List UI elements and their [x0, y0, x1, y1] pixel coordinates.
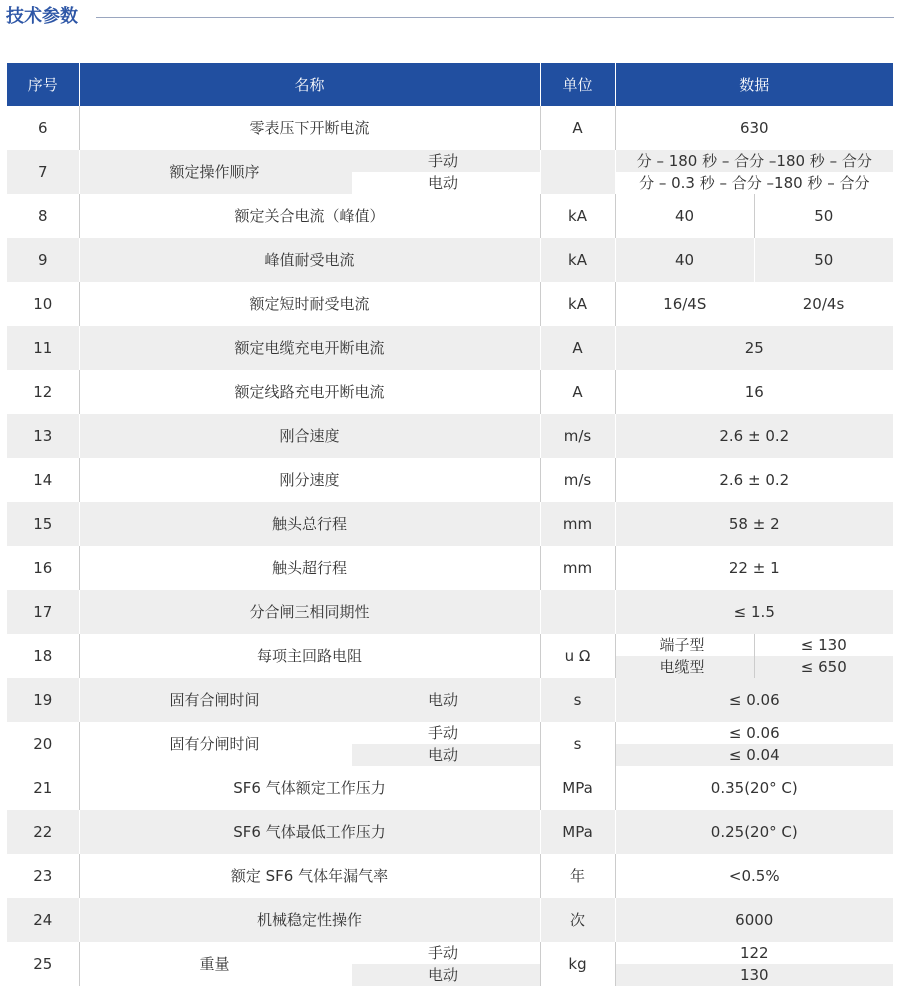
row-value: ≤ 1.5 — [615, 590, 893, 634]
row-no: 23 — [7, 854, 79, 898]
row-sub-label: 电缆型 — [615, 656, 754, 678]
row-unit: kg — [540, 942, 615, 986]
table-row — [7, 634, 893, 656]
header-no: 序号 — [7, 63, 79, 106]
row-unit: 次 — [540, 898, 615, 942]
row-value: ≤ 130 — [754, 634, 893, 656]
row-no: 20 — [7, 722, 79, 766]
row-value: 58 ± 2 — [615, 502, 893, 546]
row-unit: 年 — [540, 854, 615, 898]
row-no: 22 — [7, 810, 79, 854]
row-unit: kA — [540, 238, 615, 282]
table-row — [7, 810, 893, 854]
row-name: 刚分速度 — [79, 458, 540, 502]
row-sub-label: 端子型 — [615, 634, 754, 656]
row-value: 0.35(20° C) — [615, 766, 893, 810]
row-value: 630 — [615, 106, 893, 150]
row-value: 0.25(20° C) — [615, 810, 893, 854]
row-name: 分合闸三相同期性 — [79, 590, 540, 634]
table-row — [7, 678, 893, 722]
row-name: SF6 气体额定工作压力 — [79, 766, 540, 810]
row-no: 24 — [7, 898, 79, 942]
table-row — [7, 194, 893, 238]
header-unit: 单位 — [540, 63, 615, 106]
row-name: 零表压下开断电流 — [79, 106, 540, 150]
row-no: 12 — [7, 370, 79, 414]
row-unit: m/s — [540, 414, 615, 458]
table-row — [7, 282, 893, 326]
row-unit: kA — [540, 282, 615, 326]
row-no: 18 — [7, 634, 79, 678]
row-unit — [540, 150, 615, 194]
row-value: 40 — [615, 238, 754, 282]
table-row — [7, 370, 893, 414]
row-name: 刚合速度 — [79, 414, 540, 458]
row-value: ≤ 0.06 — [615, 678, 893, 722]
table-row — [7, 854, 893, 898]
row-value: 6000 — [615, 898, 893, 942]
table-row — [7, 414, 893, 458]
row-unit: A — [540, 370, 615, 414]
row-sub-label: 电动 — [352, 744, 540, 766]
row-name: SF6 气体最低工作压力 — [79, 810, 540, 854]
row-name: 固有分闸时间 — [79, 722, 352, 766]
table-row — [7, 722, 893, 744]
table-row — [7, 458, 893, 502]
row-no: 8 — [7, 194, 79, 238]
row-value: 20/4s — [754, 282, 893, 326]
row-name: 额定短时耐受电流 — [79, 282, 540, 326]
row-unit: s — [540, 678, 615, 722]
row-no: 6 — [7, 106, 79, 150]
row-unit — [540, 590, 615, 634]
row-name: 机械稳定性操作 — [79, 898, 540, 942]
row-value: 22 ± 1 — [615, 546, 893, 590]
table-header-row — [7, 63, 893, 106]
row-name: 额定操作顺序 — [79, 150, 352, 194]
row-name: 触头总行程 — [79, 502, 540, 546]
row-name: 额定 SF6 气体年漏气率 — [79, 854, 540, 898]
row-unit: MPa — [540, 766, 615, 810]
row-name: 额定关合电流（峰值） — [79, 194, 540, 238]
row-unit: u Ω — [540, 634, 615, 678]
row-no: 15 — [7, 502, 79, 546]
row-name: 每项主回路电阻 — [79, 634, 540, 678]
row-unit: mm — [540, 502, 615, 546]
row-name: 固有合闸时间 — [79, 678, 352, 722]
row-sub-label: 电动 — [352, 172, 540, 194]
table-row — [7, 590, 893, 634]
row-unit: s — [540, 722, 615, 766]
row-no: 13 — [7, 414, 79, 458]
row-no: 16 — [7, 546, 79, 590]
row-value: 25 — [615, 326, 893, 370]
row-value: 50 — [754, 238, 893, 282]
row-value: ≤ 0.04 — [615, 744, 893, 766]
header-data: 数据 — [615, 63, 893, 106]
row-value: ≤ 650 — [754, 656, 893, 678]
row-name: 额定线路充电开断电流 — [79, 370, 540, 414]
row-value: 122 — [615, 942, 893, 964]
row-value: 分 – 0.3 秒 – 合分 –180 秒 – 合分 — [615, 172, 893, 194]
table-row — [7, 238, 893, 282]
table-row — [7, 150, 893, 172]
row-sub-label: 手动 — [352, 942, 540, 964]
row-no: 21 — [7, 766, 79, 810]
row-no: 11 — [7, 326, 79, 370]
table-row — [7, 942, 893, 964]
table-row — [7, 326, 893, 370]
table-row — [7, 106, 893, 150]
row-name: 峰值耐受电流 — [79, 238, 540, 282]
row-unit: m/s — [540, 458, 615, 502]
table-row — [7, 546, 893, 590]
row-sub-label: 电动 — [352, 964, 540, 986]
row-no: 9 — [7, 238, 79, 282]
row-name: 触头超行程 — [79, 546, 540, 590]
row-sub-label: 电动 — [352, 678, 540, 722]
row-sub-label: 手动 — [352, 722, 540, 744]
table-row — [7, 502, 893, 546]
header-name: 名称 — [79, 63, 540, 106]
table-row — [7, 898, 893, 942]
row-unit: kA — [540, 194, 615, 238]
section-header — [6, 4, 894, 32]
row-value: 130 — [615, 964, 893, 986]
row-name: 重量 — [79, 942, 352, 986]
row-value: 分 – 180 秒 – 合分 –180 秒 – 合分 — [615, 150, 893, 172]
row-value: 40 — [615, 194, 754, 238]
row-value: 16/4S — [615, 282, 754, 326]
row-unit: mm — [540, 546, 615, 590]
row-no: 10 — [7, 282, 79, 326]
row-value: 2.6 ± 0.2 — [615, 458, 893, 502]
row-name: 额定电缆充电开断电流 — [79, 326, 540, 370]
spec-table — [7, 63, 893, 986]
row-unit: MPa — [540, 810, 615, 854]
row-value: 50 — [754, 194, 893, 238]
row-value: 16 — [615, 370, 893, 414]
row-value: ≤ 0.06 — [615, 722, 893, 744]
table-row — [7, 766, 893, 810]
row-no: 17 — [7, 590, 79, 634]
row-no: 19 — [7, 678, 79, 722]
row-value: 2.6 ± 0.2 — [615, 414, 893, 458]
row-no: 14 — [7, 458, 79, 502]
row-no: 25 — [7, 942, 79, 986]
row-sub-label: 手动 — [352, 150, 540, 172]
row-unit: A — [540, 106, 615, 150]
section-title: 技术参数 — [6, 6, 78, 27]
row-unit: A — [540, 326, 615, 370]
row-value: <0.5% — [615, 854, 893, 898]
row-no: 7 — [7, 150, 79, 194]
section-divider — [96, 17, 894, 18]
